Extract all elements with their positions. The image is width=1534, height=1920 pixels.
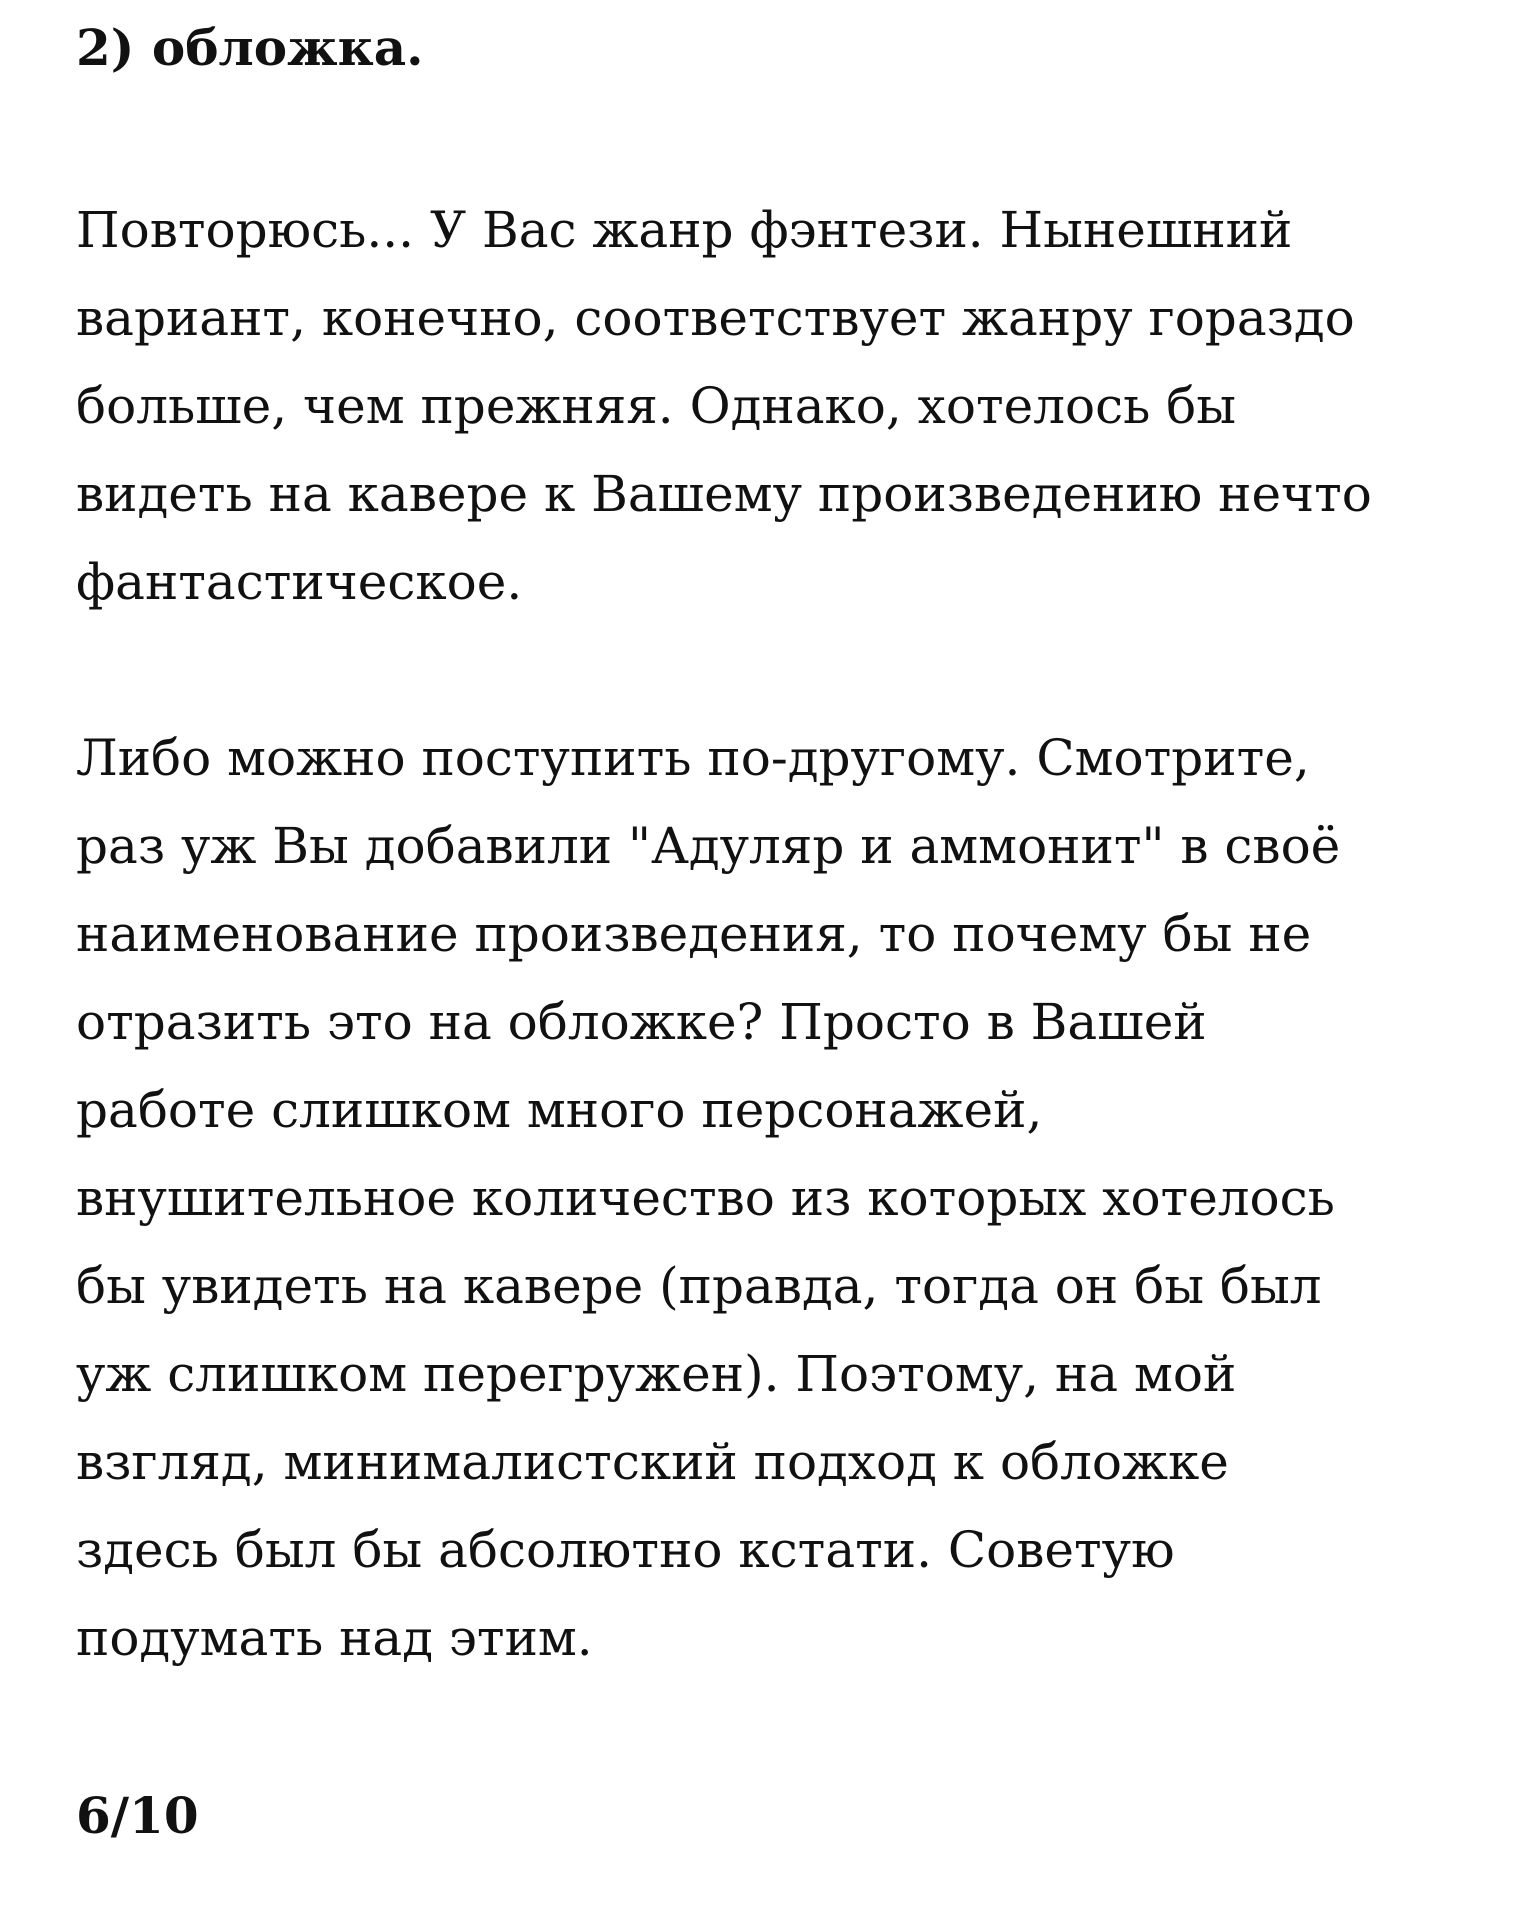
document-page [76,0,1476,1852]
paragraph-genre: Повторюсь... У Вас жанр фэнтези. Нынешний вариант, конечно, соответствует жанру гораздо больше, чем прежняя. Однако, хотелось бы видеть на кавере к Вашему произведению нечто фантастическое. [76,201,1372,611]
paragraph-cover-suggestion: Либо можно поступить по-другому. Смотрите, раз уж Вы добавили "Адуляр и аммонит" в своё наименование произведения, то почему бы не отразить это на обложке? Просто в Вашей работе слишком много персонажей, внушительное количество из которых хотелось бы увидеть на кавере (правда, тогда он бы был уж слишком перегружен). Поэтому, на мой взгляд, минималистский подход к обложке здесь был бы абсолютно кстати. Советую подумать над этим. [76,729,1341,1667]
score-rating: 6/10 [76,1786,199,1845]
section-heading: 2) обложка. [76,18,424,77]
